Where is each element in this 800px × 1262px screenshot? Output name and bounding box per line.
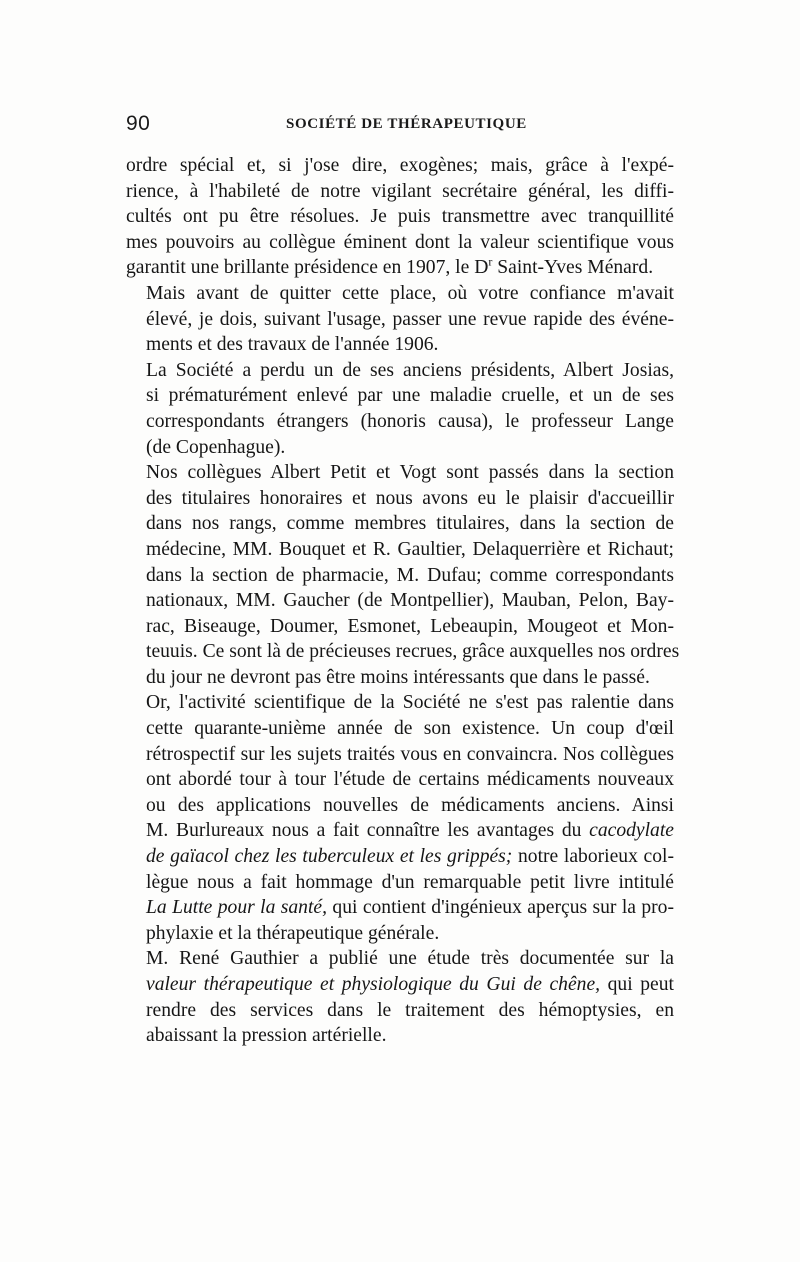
text-line: phylaxie et la thérapeutique générale. <box>146 922 440 944</box>
doctor-abbrev-superscript: r <box>488 254 493 269</box>
text-line: dans nos rangs, comme membres titulaires, dans la section de <box>146 513 674 535</box>
text-line: ments et des travaux de l'année 1906. <box>146 334 439 356</box>
text-line: M. René Gauthier a publié une étude très documentée sur la <box>146 948 674 970</box>
text-fragment: qui contient d'ingénieux aperçus sur la pro- <box>327 897 674 919</box>
text-line <box>126 255 674 281</box>
text-line: rience, à l'habileté de notre vigilant secrétaire général, les diffi- <box>126 180 674 202</box>
italic-title: de gaïacol chez les tuberculeux et les grippés; <box>146 846 513 868</box>
text-line: Or, l'activité scientifique de la Société ne s'est pas ralentie dans <box>146 692 674 714</box>
text-line: rendre des services dans le traitement des hémoptysies, en <box>146 999 674 1021</box>
paragraph-1 <box>126 153 674 281</box>
text-line: des titulaires honoraires et nous avons eu le plaisir d'accueillir <box>146 487 674 509</box>
text-line: (de Copenhague). <box>146 436 286 458</box>
text-line: si prématurément enlevé par une maladie cruelle, et un de ses <box>146 385 674 407</box>
paragraph-6 <box>126 946 674 1048</box>
italic-title: cacodylate <box>589 820 674 842</box>
text-line: La Société a perdu un de ses anciens présidents, Albert Josias, <box>146 359 674 381</box>
text-line: rac, Biseauge, Doumer, Esmonet, Lebeaupin, Mougeot et Mon- <box>146 615 674 637</box>
text-line: ou des applications nouvelles de médicaments anciens. Ainsi <box>146 794 674 816</box>
page-number: 90 <box>126 112 151 135</box>
text-line: élevé, je dois, suivant l'usage, passer une revue rapide des événe- <box>146 308 674 330</box>
text-line: dans la section de pharmacie, M. Dufau; comme correspondants <box>146 564 674 586</box>
text-fragment: garantit une brillante présidence en 1907, le D <box>126 257 489 279</box>
text-fragment: Saint-Yves Ménard. <box>492 257 654 279</box>
text-line <box>126 844 674 870</box>
body-text <box>126 153 680 1049</box>
running-title: SOCIÉTÉ DE THÉRAPEUTIQUE <box>286 116 527 132</box>
text-line: correspondants étrangers (honoris causa), le professeur Lange <box>146 410 674 432</box>
text-line: nationaux, MM. Gaucher (de Montpellier), Mauban, Pelon, Bay- <box>146 590 674 612</box>
paragraph-4 <box>126 460 680 690</box>
text-line: ont abordé tour à tour l'étude de certains médicaments nouveaux <box>146 769 674 791</box>
text-line <box>126 818 674 844</box>
text-line: cette quarante-unième année de son existence. Un coup d'œil <box>146 718 674 740</box>
text-line: abaissant la pression artérielle. <box>146 1025 387 1047</box>
text-line: Mais avant de quitter cette place, où votre confiance m'avait <box>146 282 674 304</box>
text-line: lègue nous a fait hommage d'un remarquable petit livre intitulé <box>146 871 674 893</box>
text-fragment: M. Burlureaux nous a fait connaître les avantages du <box>146 820 590 842</box>
page-header <box>126 112 674 142</box>
text-line: Nos collègues Albert Petit et Vogt sont passés dans la section <box>146 462 674 484</box>
text-line <box>126 972 674 998</box>
text-line: teuuis. Ce sont là de précieuses recrues, grâce auxquelles nos ordres <box>146 641 680 663</box>
text-line: cultés ont pu être résolues. Je puis transmettre avec tranquillité <box>126 206 674 228</box>
text-fragment: notre laborieux col- <box>512 846 674 868</box>
text-line: du jour ne devront pas être moins intéressants que dans le passé. <box>146 666 650 688</box>
text-line: médecine, MM. Bouquet et R. Gaultier, Delaquerrière et Richaut; <box>146 538 674 560</box>
paragraph-5 <box>126 690 674 946</box>
italic-title: La Lutte pour la santé, <box>146 897 328 919</box>
paragraph-2 <box>126 281 674 358</box>
text-line <box>126 895 674 921</box>
text-fragment: qui peut <box>600 974 674 995</box>
text-line: ordre spécial et, si j'ose dire, exogènes; mais, grâce à l'expé- <box>126 155 674 176</box>
paragraph-3 <box>126 358 674 460</box>
italic-title: valeur thérapeutique et physiologique du Gui de chêne, <box>146 974 601 995</box>
text-line: rétrospectif sur les sujets traités vous en convaincra. Nos collègues <box>146 743 674 765</box>
text-line: mes pouvoirs au collègue éminent dont la valeur scientifique vous <box>126 231 674 253</box>
